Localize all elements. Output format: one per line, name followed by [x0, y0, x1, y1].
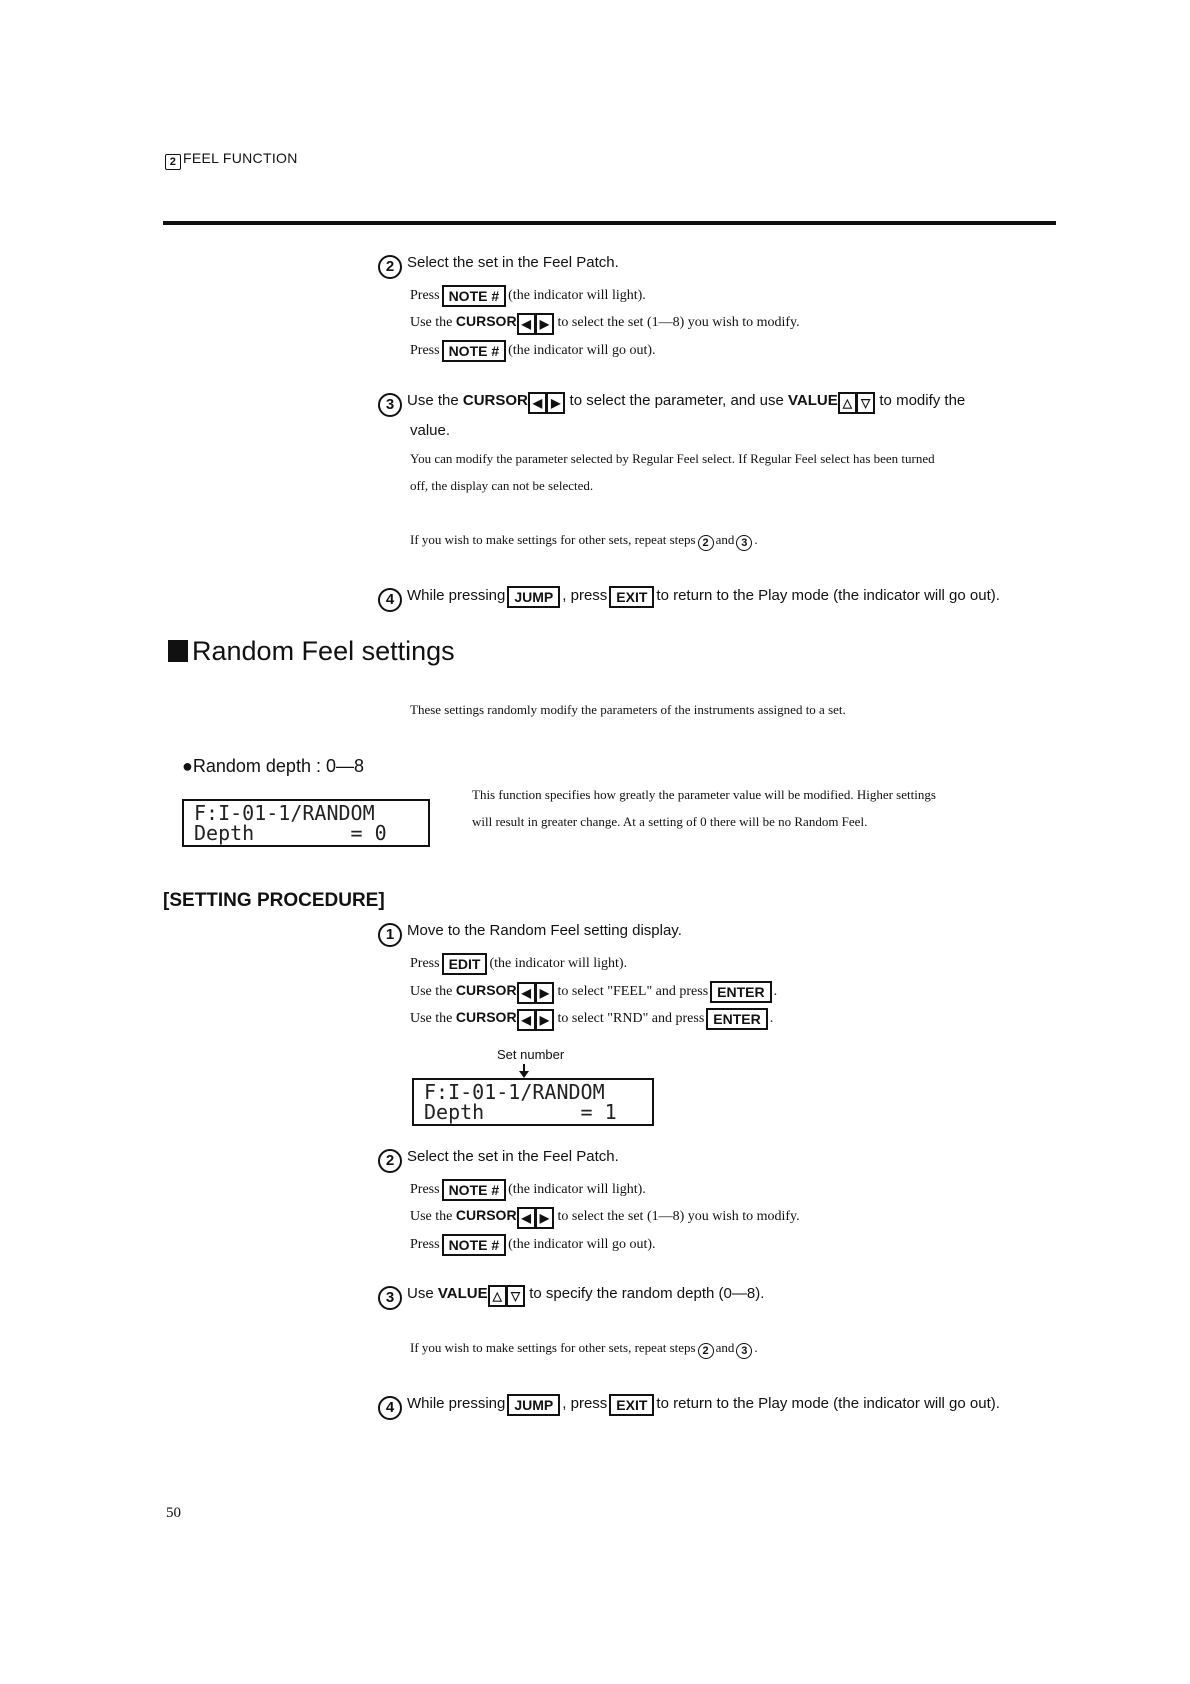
text: (the indicator will light).: [508, 288, 646, 303]
step-text: Move to the Random Feel setting display.: [407, 922, 682, 939]
cursor-label: CURSOR: [455, 982, 517, 998]
proc-step-2: [378, 1148, 619, 1173]
text: Press: [410, 1182, 440, 1197]
step-ref: 2: [698, 535, 714, 551]
text: and: [715, 532, 735, 547]
text: to modify the: [879, 392, 966, 409]
lcd-display-2: [412, 1078, 654, 1126]
lcd-line: F:I-01-1/RANDOM: [424, 1080, 605, 1104]
text: Press: [410, 1237, 440, 1252]
value-up-icon: △: [838, 392, 857, 414]
header-text: FEEL FUNCTION: [183, 150, 298, 166]
cursor-label: CURSOR: [455, 1207, 517, 1223]
section-bullet-icon: [168, 640, 188, 662]
note-key: NOTE #: [442, 1234, 507, 1256]
top-step-2: [378, 254, 619, 279]
enter-key: ENTER: [710, 981, 771, 1003]
proc-step-2-line-2: [410, 1207, 800, 1229]
top-step-3: [378, 392, 1054, 417]
section-title-text: Random Feel settings: [192, 636, 455, 666]
text: .: [769, 1011, 774, 1026]
text: to specify the random depth (0—8).: [529, 1285, 765, 1302]
set-number-arrowhead-icon: [519, 1071, 529, 1078]
text: .: [773, 984, 778, 999]
cursor-left-icon: ◀: [517, 313, 536, 335]
text: If you wish to make settings for other sets, repeat steps: [410, 1340, 696, 1355]
procedure-title: [SETTING PROCEDURE]: [163, 890, 385, 911]
top-step-2-line-3: [410, 340, 656, 362]
step-ref: 2: [698, 1343, 714, 1359]
text: While pressing: [407, 1395, 506, 1412]
cursor-left-icon: ◀: [517, 1009, 536, 1031]
text: to return to the Play mode (the indicator will go out).: [656, 1395, 1000, 1412]
text: .: [754, 1340, 758, 1355]
text: , press: [562, 1395, 608, 1412]
proc-step-4: [378, 1394, 1000, 1420]
chapter-number: 2: [165, 154, 181, 170]
top-step-3-note-1: You can modify the parameter selected by Regular Feel select. If Regular Feel select has been turned: [410, 451, 935, 466]
text: Press: [410, 288, 440, 303]
section-title: [168, 636, 455, 667]
text: to select the parameter, and use: [569, 392, 784, 409]
random-depth-label: ●Random depth : 0—8: [182, 756, 364, 776]
proc-step-1-line-3: [410, 1008, 773, 1031]
page-header: [163, 150, 298, 170]
value-label: VALUE: [437, 1285, 488, 1302]
text: to select "RND" and press: [557, 1011, 705, 1026]
text: and: [715, 1340, 735, 1355]
proc-step-1: [378, 922, 682, 947]
text: Use the: [407, 392, 459, 409]
note-key: NOTE #: [442, 285, 507, 307]
cursor-right-icon: ▶: [547, 392, 565, 414]
set-number-label: Set number: [497, 1047, 565, 1062]
step-text: Select the set in the Feel Patch.: [407, 1148, 619, 1165]
value-label: VALUE: [788, 392, 838, 409]
step-text: Select the set in the Feel Patch.: [407, 254, 619, 271]
section-intro: These settings randomly modify the parameters of the instruments assigned to a set.: [410, 702, 846, 717]
jump-key: JUMP: [507, 1394, 560, 1416]
text: to select the set (1—8) you wish to modify.: [557, 315, 800, 330]
top-step-2-line-1: [410, 285, 646, 307]
text: to return to the Play mode (the indicator will go out).: [656, 587, 1000, 604]
cursor-right-icon: ▶: [536, 1207, 554, 1229]
cursor-label: CURSOR: [455, 313, 517, 329]
note-key: NOTE #: [442, 340, 507, 362]
text: to select the set (1—8) you wish to modify.: [557, 1209, 800, 1224]
proc-step-1-line-1: [410, 953, 627, 975]
step-number: 4: [378, 588, 402, 612]
text: , press: [562, 587, 608, 604]
top-step-4: [378, 586, 1000, 612]
text: Press: [410, 343, 440, 358]
jump-key: JUMP: [507, 586, 560, 608]
page-number: 50: [166, 1505, 181, 1521]
text: (the indicator will go out).: [508, 343, 656, 358]
step-number: 3: [378, 1286, 402, 1310]
text: Use the: [410, 315, 453, 330]
step-ref: 3: [736, 535, 752, 551]
text: If you wish to make settings for other sets, repeat steps: [410, 532, 696, 547]
text: Use the: [410, 984, 453, 999]
enter-key: ENTER: [706, 1008, 767, 1030]
step-number: 2: [378, 1149, 402, 1173]
header-rule: [163, 221, 1056, 225]
text: Press: [410, 956, 440, 971]
text: Use the: [410, 1011, 453, 1026]
cursor-right-icon: ▶: [536, 313, 554, 335]
top-step-3-cont: value.: [410, 422, 451, 439]
exit-key: EXIT: [609, 586, 654, 608]
lcd-line: F:I-01-1/RANDOM: [194, 801, 375, 825]
top-step-3-note-2: off, the display can not be selected.: [410, 478, 594, 493]
text: (the indicator will light).: [489, 956, 628, 971]
step-number: 3: [378, 393, 402, 417]
lcd-line: Depth = 1: [424, 1100, 617, 1124]
cursor-left-icon: ◀: [528, 392, 547, 414]
value-up-icon: △: [488, 1285, 507, 1307]
cursor-label: CURSOR: [462, 392, 528, 409]
lcd-line: Depth = 0: [194, 821, 387, 845]
edit-key: EDIT: [442, 953, 488, 975]
top-step-2-line-2: [410, 313, 800, 335]
cursor-right-icon: ▶: [536, 1009, 554, 1031]
text: .: [754, 532, 758, 547]
step-number: 2: [378, 255, 402, 279]
text: While pressing: [407, 587, 506, 604]
text: Use: [407, 1285, 434, 1302]
cursor-label: CURSOR: [455, 1009, 517, 1025]
description-line-2: will result in greater change. At a setting of 0 there will be no Random Feel.: [472, 814, 868, 829]
top-repeat-note: [410, 532, 758, 551]
value-down-icon: ▽: [857, 392, 875, 414]
proc-step-2-line-1: [410, 1179, 646, 1201]
lcd-display-1: [182, 799, 430, 847]
proc-repeat-note: [410, 1340, 758, 1359]
note-key: NOTE #: [442, 1179, 507, 1201]
text: Use the: [410, 1209, 453, 1224]
value-down-icon: ▽: [507, 1285, 525, 1307]
proc-step-1-line-2: [410, 981, 777, 1004]
description-line-1: This function specifies how greatly the parameter value will be modified. Higher settings: [472, 787, 936, 802]
cursor-left-icon: ◀: [517, 982, 536, 1004]
proc-step-2-line-3: [410, 1234, 656, 1256]
cursor-right-icon: ▶: [536, 982, 554, 1004]
exit-key: EXIT: [609, 1394, 654, 1416]
step-number: 4: [378, 1396, 402, 1420]
text: (the indicator will light).: [508, 1182, 646, 1197]
cursor-left-icon: ◀: [517, 1207, 536, 1229]
text: (the indicator will go out).: [508, 1237, 656, 1252]
step-ref: 3: [736, 1343, 752, 1359]
text: to select "FEEL" and press: [557, 984, 709, 999]
proc-step-3: [378, 1285, 764, 1310]
step-number: 1: [378, 923, 402, 947]
